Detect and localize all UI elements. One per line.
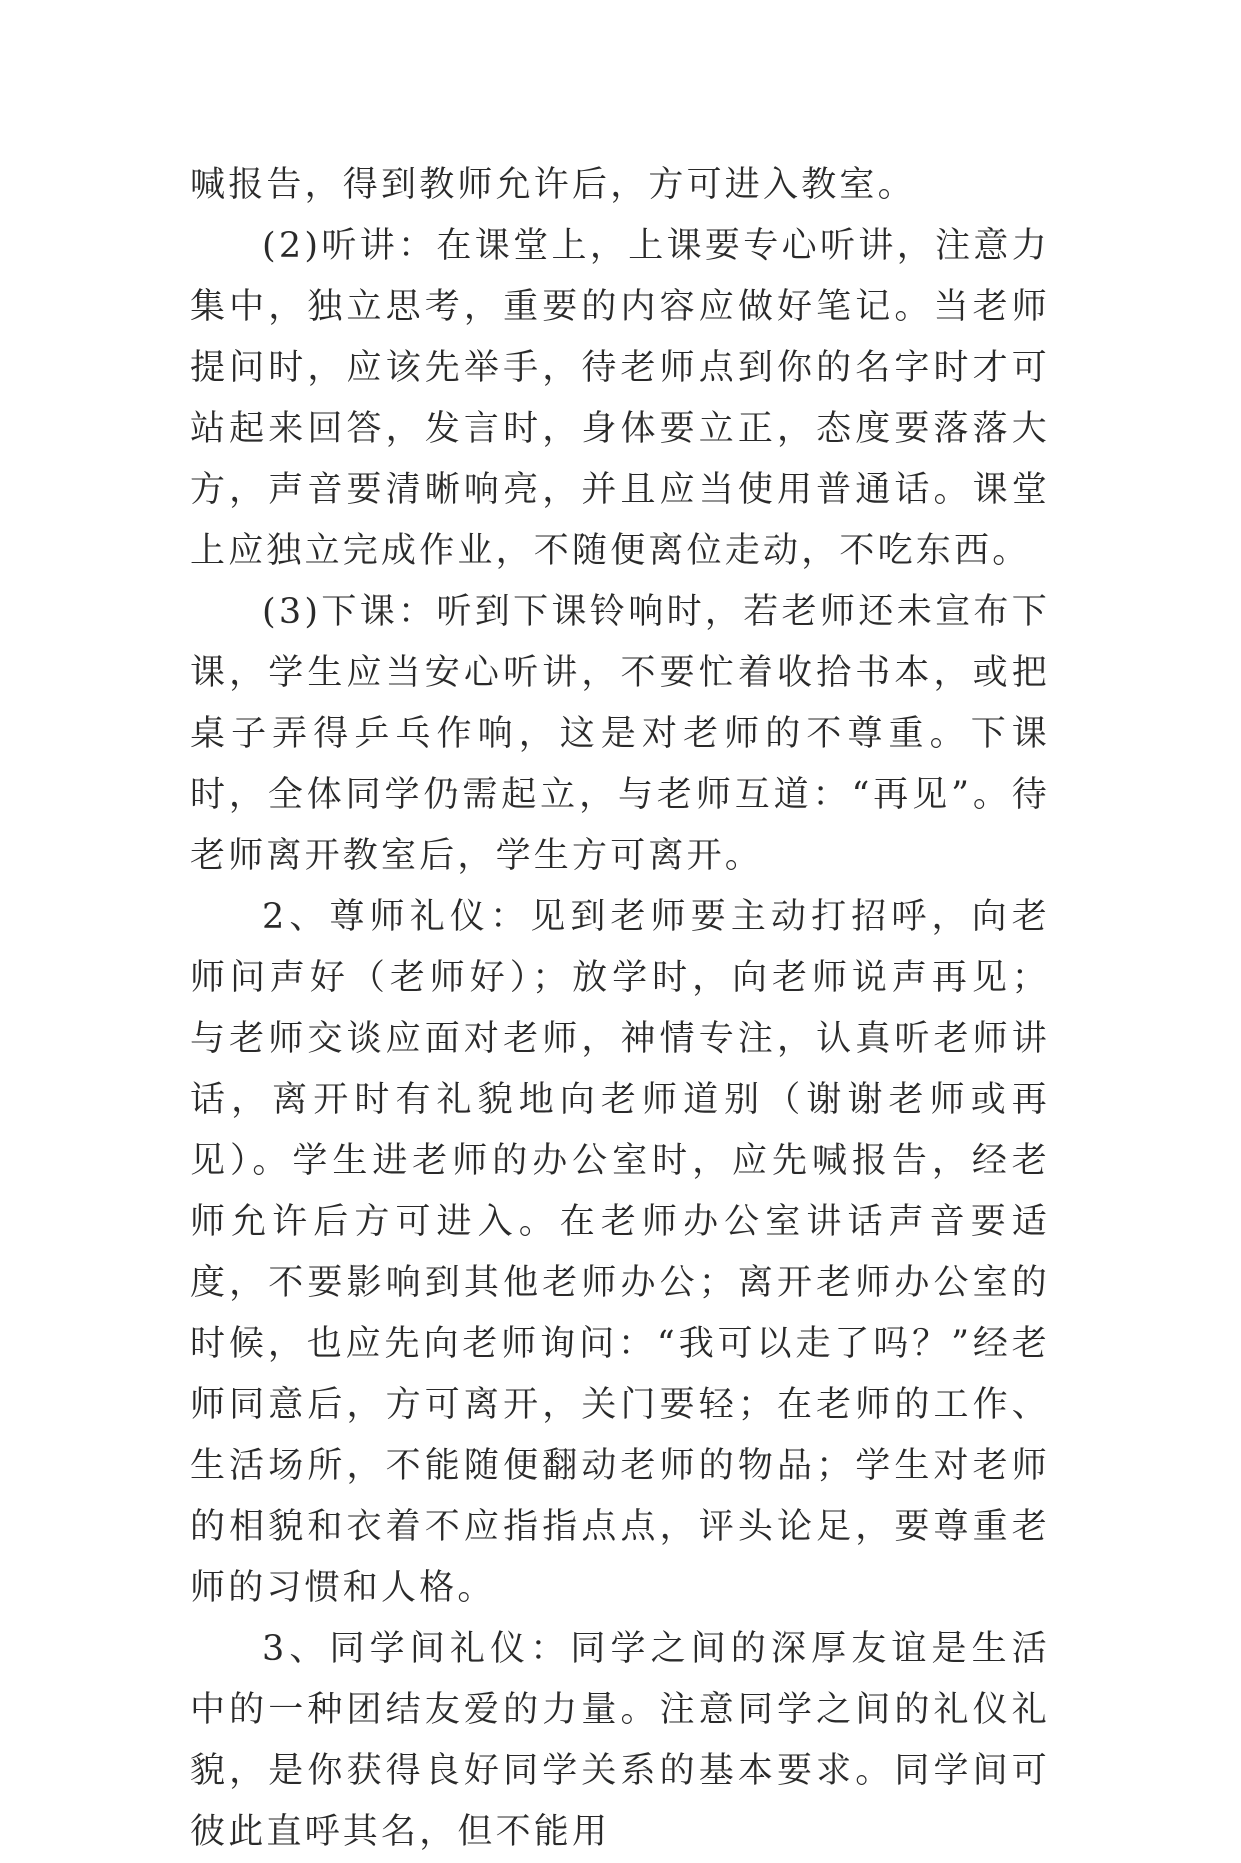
paragraph-dismissal: (3)下课：听到下课铃响时，若老师还未宣布下课，学生应当安心听讲，不要忙着收拾书本，或把桌子弄得乒乓作响，这是对老师的不尊重。下课时，全体同学仍需起立，与老师互道：“再见”。待老师离开教室后，学生方可离开。: [190, 592, 1050, 876]
paragraph-continuation: 喊报告，得到教师允许后，方可进入教室。: [190, 165, 916, 205]
paragraph-teacher-etiquette: 2、尊师礼仪：见到老师要主动打招呼，向老师问声好（老师好）；放学时，向老师说声再见；与老师交谈应面对老师，神情专注，认真听老师讲话，离开时有礼貌地向老师道别（谢谢老师或再见）。学生进老师的办公室时，应先喊报告，经老师允许后方可进入。在老师办公室讲话声音要适度，不要影响到其他老师办公；离开老师办公室的时候，也应先向老师询问：“我可以走了吗？”经老师同意后，方可离开，关门要轻；在老师的工作、生活场所，不能随便翻动老师的物品；学生对老师的相貌和衣着不应指指点点，评头论足，要尊重老师的习惯和人格。: [190, 897, 1050, 1608]
paragraph-classmate-etiquette: 3、同学间礼仪：同学之间的深厚友谊是生活中的一种团结友爱的力量。注意同学之间的礼仪礼貌，是你获得良好同学关系的基本要求。同学间可彼此直呼其名，但不能用: [190, 1629, 1050, 1852]
document-body: [190, 155, 1050, 1863]
paragraph-listening: (2)听讲：在课堂上，上课要专心听讲，注意力集中，独立思考，重要的内容应做好笔记。当老师提问时，应该先举手，待老师点到你的名字时才可站起来回答，发言时，身体要立正，态度要落落大方，声音要清晰响亮，并且应当使用普通话。课堂上应独立完成作业，不随便离位走动，不吃东西。: [190, 226, 1050, 571]
